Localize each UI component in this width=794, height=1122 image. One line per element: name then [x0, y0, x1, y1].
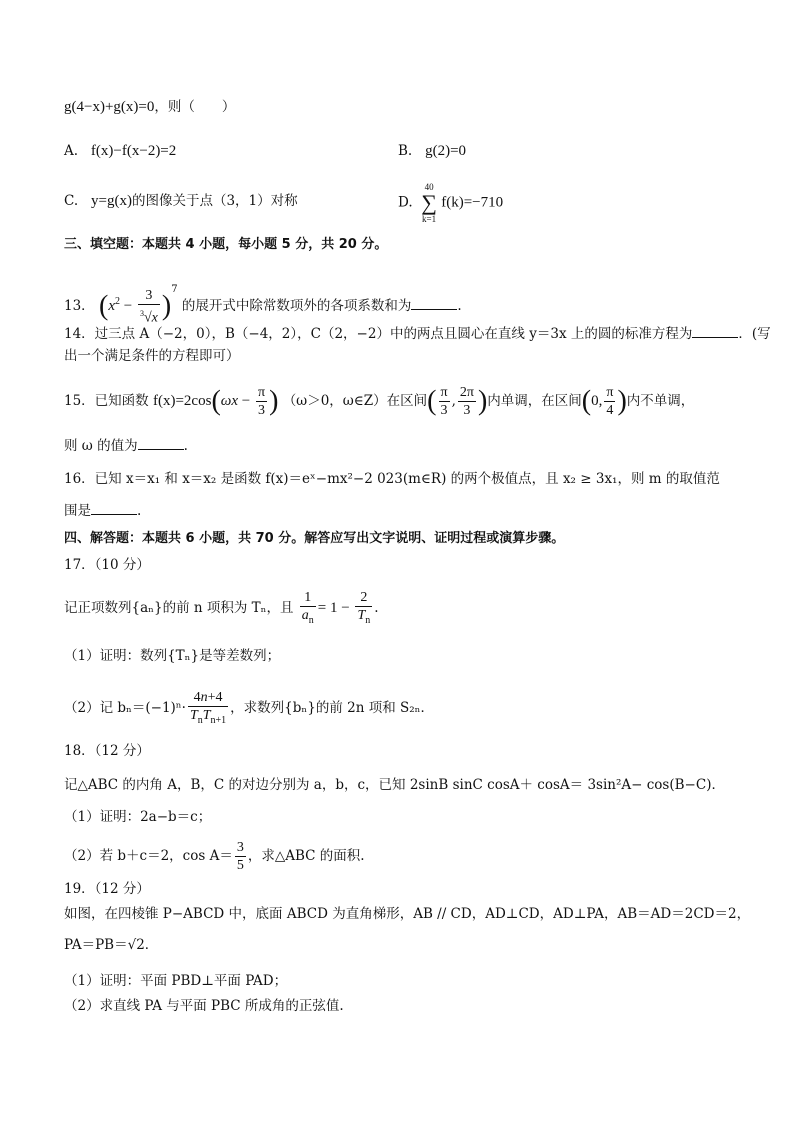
q19-stem: 如图，在四棱锥 P−ABCD 中，底面 ABCD 为直角梯形，AB // CD，AD⊥CD，AD⊥PA，AB＝AD＝2CD＝2， — [64, 906, 751, 922]
q17-part2-a: （2）记 bₙ＝(−1)ⁿ· — [64, 700, 186, 716]
q12-option-c — [64, 192, 298, 210]
q18-part2-a: （2）若 b＋c＝2，cos A＝ — [64, 848, 233, 864]
q16-end: . — [137, 503, 142, 519]
q13-end: . — [457, 298, 462, 314]
option-b-expr: g(2)=0 — [425, 143, 467, 159]
q15-condition: （ω＞0，ω∈Z）在区间 — [282, 393, 428, 409]
q15-mid: 内单调，在区间 — [487, 393, 582, 409]
option-label: C. — [64, 193, 79, 209]
q12-option-b — [398, 142, 466, 160]
q12-option-d — [398, 182, 503, 224]
q17-stem-text: 记正项数列{aₙ}的前 n 项积为 Tₙ，且 — [64, 600, 294, 616]
q19-part2: （2）求直线 PA 与平面 PBC 所成角的正弦值. — [64, 998, 344, 1014]
q15-number: 15．已知函数 — [64, 393, 149, 409]
q12-expr: g(4−x)+g(x)=0 — [64, 99, 155, 115]
q14-line1 — [64, 325, 771, 343]
option-c-expr: y=g(x) — [91, 193, 132, 209]
q13: 13． ($x^2$ − $\frac{3}{^3√x}$ )$^7$ 的展开式中除常数项外的各项系数和为 . — [64, 284, 462, 326]
q18-number: 18．（12 分） — [64, 743, 150, 759]
option-label: A. — [64, 143, 79, 159]
q15-end: 内不单调， — [626, 393, 695, 409]
q18-part2: （2）若 b＋c＝2，cos A＝ $\frac{3}{5}$ ，求△ABC 的面积. — [64, 840, 365, 873]
q16-line1: 16．已知 x＝x₁ 和 x＝x₂ 是函数 f(x)＝eˣ−mx²−2 023(m∈R) 的两个极值点，且 x₂ ≥ 3x₁，则 m 的取值范 — [64, 471, 720, 487]
q14-text: 14．过三点 A（−2，0），B（−4，2），C（2，−2）中的两点且圆心在直线 y＝3x 上的圆的标准方程为 — [64, 326, 693, 342]
q15-line1: 15．已知函数 f(x)=2cos(ωx − $\frac{\pi}{3}$ ) （ω＞0，ω∈Z）在区间( $\frac{\pi}{3}$ , $\frac{2\pi}{3}$ )内单调，在区间(0, $\frac{\pi}{4}$ )内不单调， — [64, 385, 695, 418]
answer-blank[interactable] — [692, 325, 738, 338]
q19-stem2: PA＝PB＝√2． — [64, 937, 159, 953]
q15-line2-end: . — [183, 438, 188, 454]
sum-upper: 40 — [424, 182, 434, 192]
q17-part2: （2）记 bₙ＝(−1)ⁿ· $\frac{4n+4}{T_nT_{n+1}}$ ，求数列{bₙ}的前 2n 项和 S₂ₙ． — [64, 689, 434, 726]
q15-function: f(x)=2cos — [152, 393, 212, 409]
summation-symbol: 40 ∑ k=1 — [421, 182, 437, 224]
option-c-text: 的图像关于点（3，1）对称 — [131, 193, 298, 209]
q15-line2-text: 则 ω 的值为 — [64, 438, 138, 454]
option-a-expr: f(x)−f(x−2)=2 — [90, 143, 177, 159]
q18-stem: 记△ABC 的内角 A，B，C 的对边分别为 a，b，c，已知 2sinB sinC cosA＋ cosA＝ 3sin²A− cos(B−C)． — [64, 777, 725, 793]
sum-lower: k=1 — [422, 214, 437, 224]
option-label: B. — [398, 143, 413, 159]
q15-line2 — [64, 437, 188, 455]
q12-option-a — [64, 142, 176, 160]
q17-part2-b: ，求数列{bₙ}的前 2n 项和 S₂ₙ． — [230, 700, 434, 716]
q17-number: 17．（10 分） — [64, 557, 150, 573]
q13-exponent: 7 — [171, 284, 178, 295]
q13-number: 13． — [64, 298, 95, 314]
section-3-title: 三、填空题：本题共 4 小题，每小题 5 分，共 20 分。 — [64, 237, 388, 252]
q12-condition — [64, 98, 235, 116]
q17-part1: （1）证明：数列{Tₙ}是等差数列； — [64, 648, 281, 664]
q14-end: ．(写 — [738, 326, 771, 342]
q12-tail: ，则（ ） — [154, 99, 236, 115]
answer-blank[interactable] — [138, 437, 184, 450]
q13-text: 的展开式中除常数项外的各项系数和为 — [181, 298, 412, 314]
q18-part1: （1）证明：2a−b＝c； — [64, 809, 212, 825]
q14-line2: 出一个满足条件的方程即可） — [64, 348, 240, 364]
option-d-expr: f(k)=−710 — [441, 194, 504, 211]
section-4-title: 四、解答题：本题共 6 小题，共 70 分。解答应写出文字说明、证明过程或演算步骤。 — [64, 531, 565, 546]
q16-line2 — [64, 502, 141, 520]
option-label: D. — [398, 194, 413, 211]
answer-blank[interactable] — [91, 502, 137, 515]
q18-part2-b: ，求△ABC 的面积. — [247, 848, 365, 864]
answer-blank[interactable] — [411, 297, 457, 310]
q19-part1: （1）证明：平面 PBD⊥平面 PAD； — [64, 973, 288, 989]
q16-line2-text: 围是 — [64, 503, 91, 519]
q17-stem: 记正项数列{aₙ}的前 n 项积为 Tₙ，且 $\frac{1}{a_n}$ = 1 − $\frac{2}{T_n}$ . — [64, 589, 379, 626]
q19-number: 19．（12 分） — [64, 881, 150, 897]
